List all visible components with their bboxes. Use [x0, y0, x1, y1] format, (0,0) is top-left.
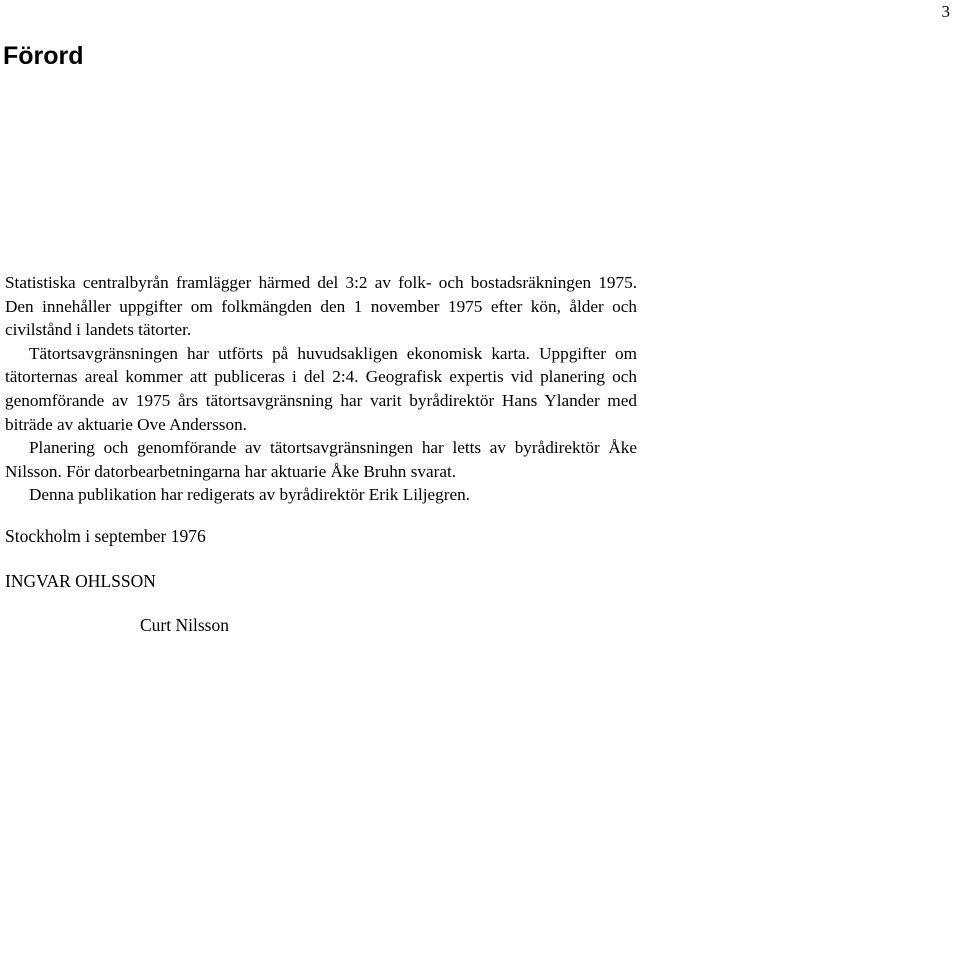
foreword-body [5, 271, 637, 507]
page-number: 3 [941, 2, 950, 21]
signatory-secondary: Curt Nilsson [140, 615, 229, 635]
page-title: Förord [3, 42, 84, 70]
signatory-director: INGVAR OHLSSON [5, 571, 156, 591]
paragraph-editor: Denna publikation har redigerats av byrådirektör Erik Liljegren. [29, 485, 470, 505]
paragraph-intro: Statistiska centralbyrån framlägger härmed del 3:2 av folk- och bostadsräkningen 1975. Den innehåller uppgifter om folkmängden den 1 november 1975 efter kön, ålder och civilstånd i landets tätorter. [5, 273, 637, 340]
paragraph-planning: Planering och genomförande av tätortsavgränsningen har letts av byrådirektör Åke Nilsson. För datorbearbetningarna har aktuarie Åke Bruhn svarat. [5, 438, 637, 481]
place-date: Stockholm i september 1976 [5, 526, 206, 546]
paragraph-delineation: Tätortsavgränsningen har utförts på huvudsakligen ekonomisk karta. Uppgifter om tätorternas areal kommer att publiceras i del 2:4. Geografisk expertis vid planering och genomförande av 1975 års tätortsavgränsning har varit byrådirektör Hans Ylander med biträde av aktuarie Ove Andersson. [5, 343, 637, 434]
